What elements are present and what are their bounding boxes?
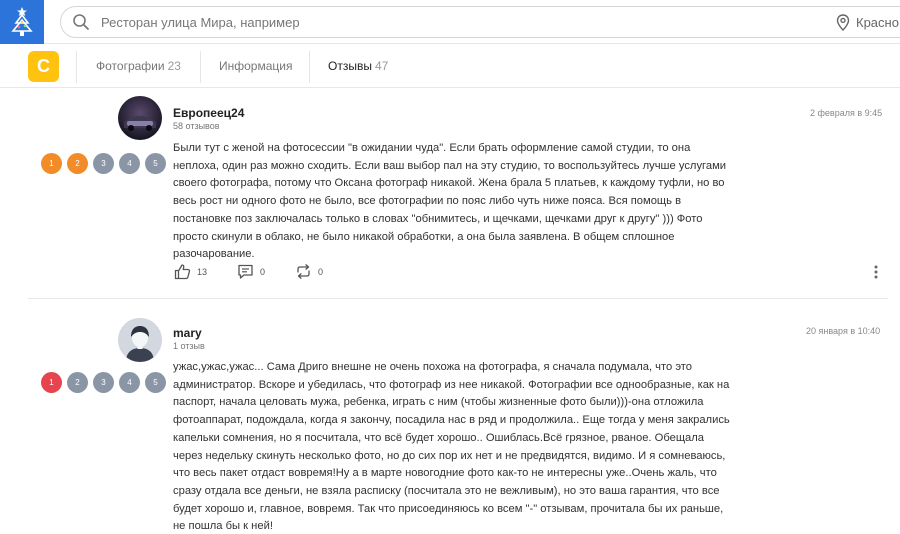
review-count: 1 отзыв: [173, 341, 205, 351]
review-text: Были тут с женой на фотосессии "в ожидании чуда". Если брать оформление самой студии, то она неплоха, один раз можно сходить. Если ваш выбор пал на эту студию, то воспользуйтесь лучше услугами своего фотографа, потому что Оксана фотограф никакой. Жена брала 5 платьев, к каждому туфли, но во весь рост ни одного фото не было, все фотографии по пояс либо чуть ниже пояса. Вся помощь в постановке поз заключалась только в словах "обнимитесь, и щечками, щечками друг к другу" ))) Фото просто скинули в облако, не было никакой обработки, а она была заявлена. В общем сплошное разочарование.: [173, 142, 727, 261]
search-icon: [72, 13, 90, 31]
review-author[interactable]: mary: [173, 326, 202, 340]
like-button[interactable]: [174, 263, 207, 280]
tab-reviews[interactable]: [328, 59, 388, 73]
rating-dot: 2: [67, 372, 88, 393]
organization-logo[interactable]: С: [28, 51, 59, 82]
rating-dot: 5: [145, 372, 166, 393]
comment-icon: [237, 263, 254, 280]
tab-count: 23: [167, 59, 181, 73]
location-pin-icon[interactable]: [836, 14, 850, 31]
rating-dot: 1: [41, 372, 62, 393]
divider: [309, 51, 310, 83]
tabs-bar: [0, 45, 900, 88]
rating-dot: 2: [67, 153, 88, 174]
rating: [41, 372, 166, 393]
comment-count: 0: [260, 266, 266, 277]
thumbs-up-icon: [174, 263, 191, 280]
christmas-tree-icon: [7, 5, 37, 39]
review-count: 58 отзывов: [173, 121, 220, 131]
more-vertical-icon[interactable]: [873, 264, 879, 280]
rating-dot: 4: [119, 153, 140, 174]
tab-label: Отзывы: [328, 59, 372, 73]
rating-dot: 3: [93, 372, 114, 393]
review-actions: [174, 263, 353, 280]
review-date: 20 января в 10:40: [806, 326, 881, 336]
tab-label: Фотографии: [96, 59, 165, 73]
like-count: 13: [197, 266, 208, 277]
tab-information[interactable]: [219, 59, 292, 73]
rating-dot: 3: [93, 153, 114, 174]
rating-dot: 5: [145, 153, 166, 174]
review-divider: [28, 298, 888, 299]
search-input[interactable]: [101, 12, 821, 32]
search-box[interactable]: [60, 6, 900, 38]
repost-icon: [295, 263, 312, 280]
logo[interactable]: [0, 0, 44, 44]
tab-label: Информация: [219, 59, 293, 73]
divider: [200, 51, 201, 83]
divider: [76, 51, 77, 83]
tab-count: 47: [374, 59, 389, 73]
rating: [41, 153, 166, 174]
rating-dot: 4: [119, 372, 140, 393]
user-avatar-icon: [118, 318, 162, 362]
avatar[interactable]: [118, 318, 162, 362]
repost-button[interactable]: [295, 263, 323, 280]
review-date: 2 февраля в 9:45: [810, 108, 883, 118]
city-name[interactable]: Красно: [856, 15, 899, 30]
comment-button[interactable]: [237, 263, 265, 280]
review-author[interactable]: Европеец24: [173, 106, 245, 120]
review-text: ужас,ужас,ужас... Сама Дриго внешне не очень похожа на фотографа, я сначала подумала, что это администратор. Вскоре и убедилась, что фотограф из нее никакой. Фотографии все однообразные, как на паспорт, начала целовать мужа, ребенка, играть с ним (чтобы жизненные фото были)))-она отложила фотоаппарат, подождала, когда я закончу, посадила нас в ряд и продолжила.. Еще тогда у меня закрались капельки сомнения, но я посчитала, что всё будет хорошо.. Ошиблась.Всё грязное, рваное. Обещала через недельку скинуть несколько фото, но до сих пор их нет и не предвидятся, видимо. И я сомневаюсь, что весь пакет отдаст вовремя!Ну а в марте новогодние фото как-то не интересны уже..Очень жаль, что сразу отдала все деньги, не взяла расписку (посчитала это не вежливым), но это ваша гарантия, что все будет хорошо и, главное, вовремя. Так что присоединяюсь ко всем "-" отзывам, прочитала бы их раньше, не пошла бы к ней!: [173, 361, 730, 533]
review-item: [0, 88, 900, 300]
user-photo-icon: [118, 96, 162, 140]
tab-photos[interactable]: [96, 59, 181, 73]
review-item: [0, 300, 900, 534]
top-bar: [0, 0, 900, 44]
avatar[interactable]: [118, 96, 162, 140]
rating-dot: 1: [41, 153, 62, 174]
repost-count: 0: [318, 266, 324, 277]
